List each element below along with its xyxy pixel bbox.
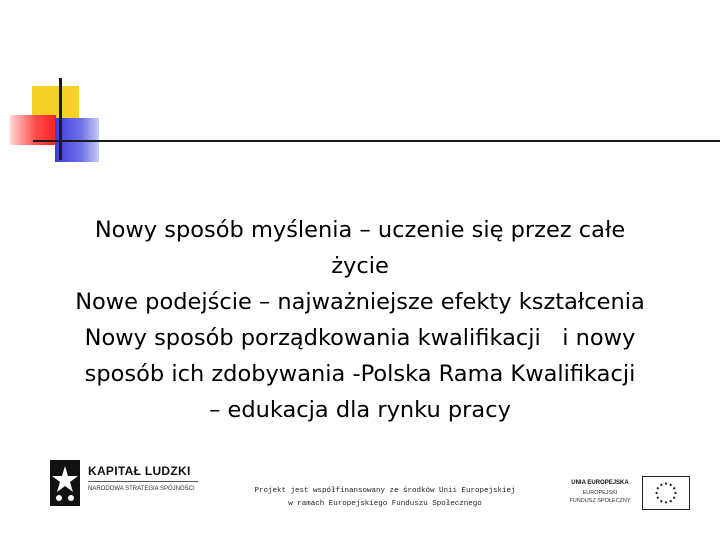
cofinancing-note bbox=[250, 485, 520, 511]
body-line: Nowy sposób porządkowania kwalifikacji i nowy bbox=[84, 325, 636, 351]
cofinancing-line-1: Projekt jest współfinansowany ze środków Unii Europejskiej bbox=[254, 487, 516, 495]
eu-logo-line-2: EUROPEJSKI bbox=[582, 490, 618, 496]
body-line: życie bbox=[331, 253, 389, 279]
cofinancing-line-2: w ramach Europejskiego Funduszu Społecznego bbox=[288, 500, 482, 508]
body-line: Nowe podejście – najważniejsze efekty kształcenia bbox=[75, 289, 645, 315]
decor-vertical-rule bbox=[59, 78, 62, 160]
body-line: Nowy sposób myślenia – uczenie się przez całe bbox=[94, 217, 626, 243]
kapital-ludzki-emblem-icon bbox=[50, 460, 80, 506]
eu-logo-line-1: UNIA EUROPEJSKA bbox=[571, 480, 629, 486]
kapital-ludzki-title: KAPITAŁ LUDZKI bbox=[88, 464, 191, 478]
eu-flag-icon bbox=[642, 476, 690, 510]
kapital-ludzki-subtitle: NARODOWA STRATEGIA SPÓJNOŚCI bbox=[88, 486, 195, 492]
slide-body bbox=[20, 212, 700, 428]
eu-logo bbox=[560, 474, 694, 514]
body-line: sposób ich zdobywania -Polska Rama Kwalifikacji bbox=[84, 361, 636, 387]
title-rule bbox=[33, 140, 720, 142]
logo-divider bbox=[88, 481, 198, 482]
kapital-ludzki-logo bbox=[50, 460, 210, 506]
eu-logo-line-3: FUNDUSZ SPOŁECZNY bbox=[569, 498, 631, 504]
body-line: – edukacja dla rynku pracy bbox=[209, 397, 511, 423]
